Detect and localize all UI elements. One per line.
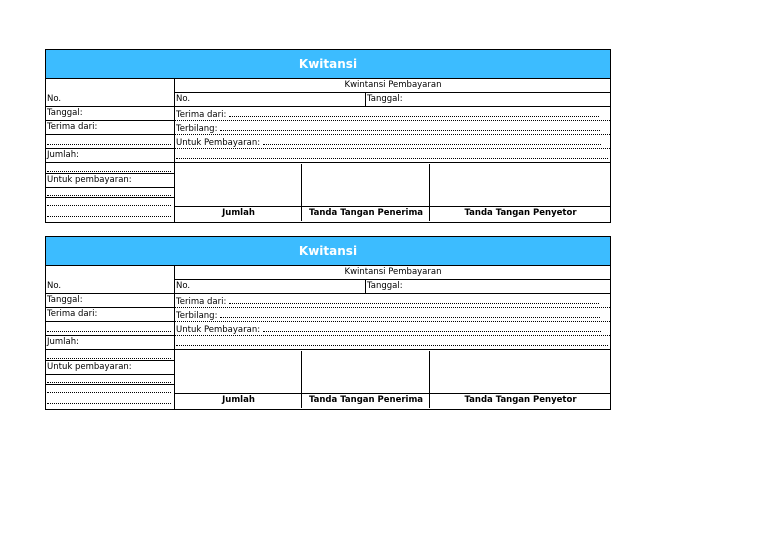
right-terbilang-label: Terbilang: (176, 311, 218, 321)
receipt-form (45, 49, 611, 223)
right-tanggal-label: Tanggal: (366, 280, 610, 294)
terbilang-fill-line[interactable] (220, 308, 600, 318)
right-terima-dari-row (175, 107, 610, 121)
footer-penerima-label: Tanda Tangan Penerima (302, 394, 430, 408)
right-tanggal-label: Tanggal: (366, 93, 610, 107)
right-untuk-pembayaran-label: Untuk Pembayaran: (176, 325, 261, 335)
jumlah-box[interactable] (175, 164, 302, 207)
right-terbilang-label: Terbilang: (176, 124, 218, 134)
receipt-form (45, 236, 611, 410)
stub-jumlah-fill[interactable] (46, 164, 174, 174)
right-terima-dari-label: Terima dari: (176, 297, 227, 307)
penyetor-signature-box[interactable] (430, 164, 610, 207)
terbilang-fill-line[interactable] (220, 121, 600, 131)
stub-untuk-pembayaran-fill-3[interactable] (46, 207, 174, 221)
stub-untuk-pembayaran-fill-2[interactable] (46, 385, 174, 394)
right-extra-fill-line[interactable] (175, 336, 610, 350)
footer-jumlah-label: Jumlah (175, 207, 302, 221)
footer-jumlah-label: Jumlah (175, 394, 302, 408)
stub-tanggal-label: Tanggal: (46, 107, 174, 121)
stub-terima-dari-label: Terima dari: (46, 121, 174, 135)
stub-no-label: No. (46, 93, 174, 107)
receipt-body (46, 266, 610, 409)
footer-penyetor-label: Tanda Tangan Penyetor (464, 208, 577, 218)
stub-jumlah-label: Jumlah: (46, 336, 174, 350)
stub-untuk-pembayaran-fill-1[interactable] (46, 375, 174, 385)
right-untuk-pembayaran-label: Untuk Pembayaran: (176, 138, 261, 148)
stub-untuk-pembayaran-fill-1[interactable] (46, 188, 174, 198)
stub-untuk-pembayaran-label: Untuk pembayaran: (46, 361, 174, 375)
right-untuk-pembayaran-row (175, 135, 610, 149)
right-terima-dari-row (175, 294, 610, 308)
stub-jumlah-label: Jumlah: (46, 149, 174, 163)
right-no-label: No. (175, 93, 366, 107)
right-terbilang-row (175, 308, 610, 322)
receipt-subtitle: Kwintansi Pembayaran (175, 79, 610, 93)
penerima-signature-box[interactable] (302, 351, 430, 394)
right-terima-dari-label: Terima dari: (176, 110, 227, 120)
untuk-pembayaran-fill-line[interactable] (263, 322, 601, 332)
penyetor-signature-box[interactable] (430, 351, 610, 394)
receipt-subtitle: Kwintansi Pembayaran (175, 266, 610, 280)
right-untuk-pembayaran-row (175, 322, 610, 336)
stub-no-label: No. (46, 280, 174, 294)
footer-penerima-label: Tanda Tangan Penerima (302, 207, 430, 221)
terima-dari-fill-line[interactable] (229, 294, 599, 304)
receipt-header: Kwitansi (46, 237, 610, 266)
receipt-header: Kwitansi (46, 50, 610, 79)
stub-untuk-pembayaran-label: Untuk pembayaran: (46, 174, 174, 188)
stub-tanggal-label: Tanggal: (46, 294, 174, 308)
stub-jumlah-fill[interactable] (46, 351, 174, 361)
stub-terima-dari-label: Terima dari: (46, 308, 174, 322)
right-no-label: No. (175, 280, 366, 294)
right-terbilang-row (175, 121, 610, 135)
stub-untuk-pembayaran-fill-3[interactable] (46, 394, 174, 408)
stub-terima-dari-fill[interactable] (46, 322, 174, 336)
right-extra-fill-line[interactable] (175, 149, 610, 163)
penerima-signature-box[interactable] (302, 164, 430, 207)
terima-dari-fill-line[interactable] (229, 107, 599, 117)
jumlah-box[interactable] (175, 351, 302, 394)
untuk-pembayaran-fill-line[interactable] (263, 135, 601, 145)
footer-penyetor-label: Tanda Tangan Penyetor (464, 395, 577, 405)
stub-terima-dari-fill[interactable] (46, 135, 174, 149)
receipt-body (46, 79, 610, 222)
stub-untuk-pembayaran-fill-2[interactable] (46, 198, 174, 207)
